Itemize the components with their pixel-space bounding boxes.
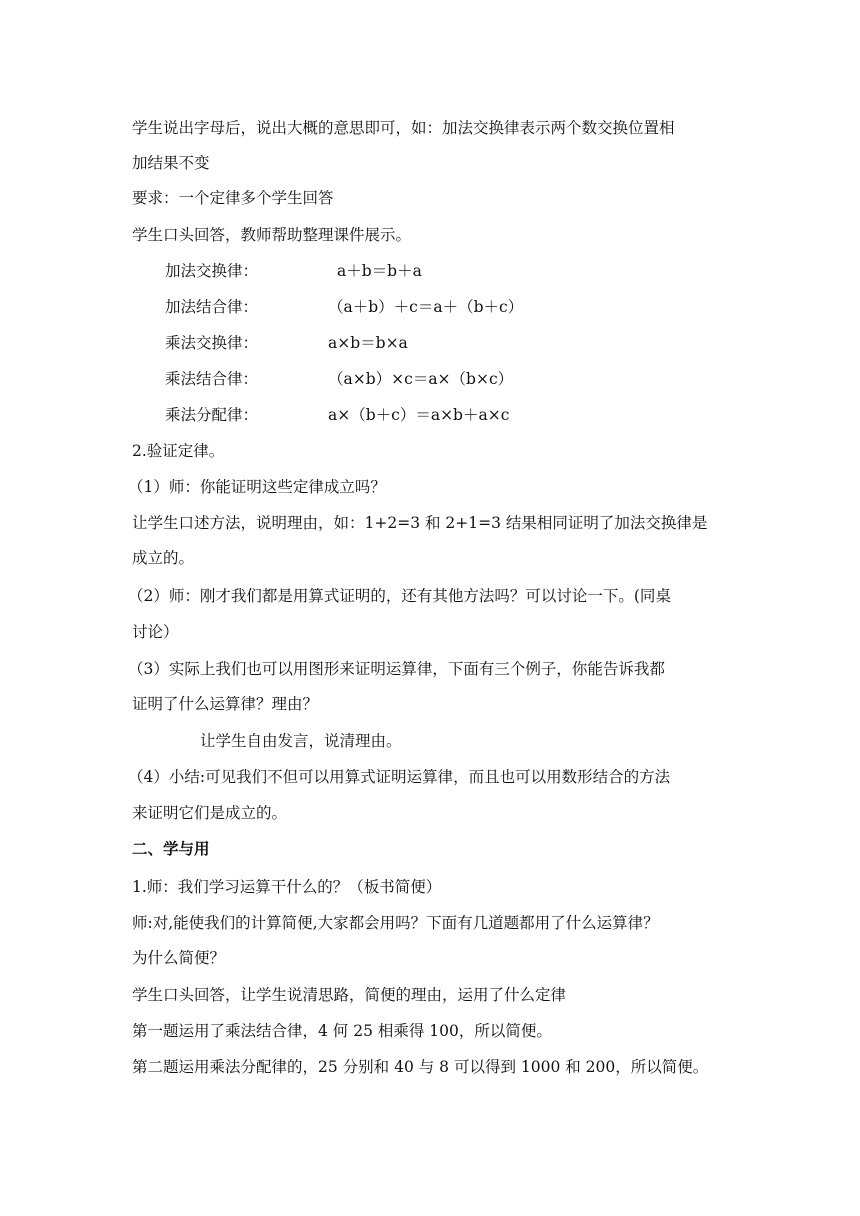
section-heading: 2.验证定律。: [132, 442, 225, 460]
paragraph: （4）小结:可见我们不但可以用算式证明运算律，而且也可以用数形结合的方法: [128, 768, 671, 786]
law-name: 加法交换律：: [165, 262, 259, 280]
paragraph: 加结果不变: [132, 154, 210, 172]
paragraph: 让学生口述方法，说明理由，如：1+2=3 和 2+1=3 结果相同证明了加法交换律是: [132, 514, 708, 532]
section-heading: 二、学与用: [132, 839, 210, 858]
law-formula: a×（b＋c）＝a×b＋a×c: [328, 406, 510, 424]
paragraph: 让学生自由发言，说清理由。: [200, 732, 402, 750]
paragraph: 1.师：我们学习运算干什么的？（板书简便）: [132, 878, 442, 896]
law-formula: a＋b＝b＋a: [337, 262, 422, 280]
paragraph: 师:对,能使我们的计算简便,大家都会用吗？下面有几道题都用了什么运算律？: [132, 914, 659, 932]
paragraph: 要求：一个定律多个学生回答: [132, 189, 334, 207]
law-name: 加法结合律：: [165, 298, 259, 316]
paragraph: 学生口头回答，教师帮助整理课件展示。: [132, 226, 412, 244]
paragraph: 学生口头回答，让学生说清思路，简便的理由，运用了什么定律: [132, 986, 567, 1004]
paragraph: 证明了什么运算律？理由？: [132, 695, 319, 713]
paragraph: （2）师：刚才我们都是用算式证明的，还有其他方法吗？可以讨论一下。(同桌: [128, 587, 671, 605]
paragraph: 第二题运用乘法分配律的，25 分别和 40 与 8 可以得到 1000 和 200，所以简便。: [132, 1058, 709, 1076]
paragraph: 讨论）: [132, 623, 179, 641]
law-formula: a×b＝b×a: [328, 334, 408, 352]
paragraph: 来证明它们是成立的。: [132, 804, 288, 822]
paragraph: （1）师：你能证明这些定律成立吗？: [128, 478, 386, 496]
paragraph: （3）实际上我们也可以用图形来证明运算律，下面有三个例子，你能告诉我都: [128, 660, 665, 678]
law-name: 乘法交换律：: [165, 334, 259, 352]
paragraph: 学生说出字母后，说出大概的意思即可，如：加法交换律表示两个数交换位置相: [132, 119, 675, 137]
paragraph: 成立的。: [132, 549, 195, 567]
law-formula: （a×b）×c＝a×（b×c）: [328, 370, 514, 388]
law-name: 乘法分配律：: [165, 406, 259, 424]
paragraph: 为什么简便？: [132, 949, 226, 967]
law-formula: （a＋b）＋c＝a＋（b＋c）: [328, 298, 524, 316]
paragraph: 第一题运用了乘法结合律，4 何 25 相乘得 100，所以简便。: [132, 1022, 552, 1040]
law-name: 乘法结合律：: [165, 370, 259, 388]
